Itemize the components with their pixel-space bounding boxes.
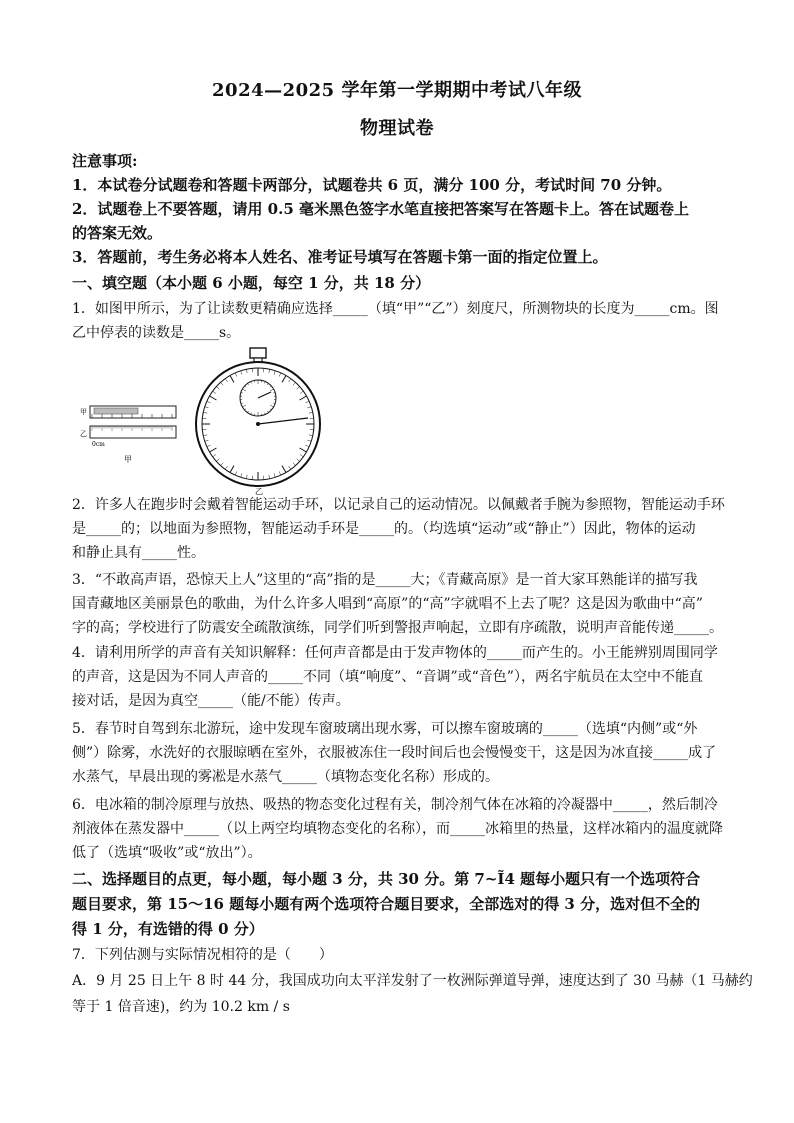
question-5-line: 侧”）除雾，水洗好的衣服晾晒在室外，衣服被冻住一段时间后也会慢慢变干，这是因为冰直接_____成了	[72, 745, 717, 761]
question-2-line: 是_____的；以地面为参照物，智能运动手环是_____的。（均选填“运动”或“静止”）因此，物体的运动	[72, 521, 696, 537]
ruler-caption: 甲	[124, 455, 132, 464]
stopwatch	[196, 348, 320, 496]
notice-item: 3．答题前，考生务必将本人姓名、准考证号填写在答题卡第一面的指定位置上。	[72, 248, 608, 266]
question-7-option-a: 等于 1 倍音速)，约为 10.2 km / s	[72, 999, 290, 1015]
question-6-line: 6．电冰箱的制冷原理与放热、吸热的物态变化过程有关，制冷剂气体在冰箱的冷凝器中_____，然后制冷	[72, 797, 718, 813]
question-5-line: 5．春节时自驾到东北游玩，途中发现车窗玻璃出现水雾，可以擦车窗玻璃的_____（选填“内侧”或“外	[72, 721, 698, 737]
question-4-line: 接对话，是因为真空_____（能/不能）传声。	[72, 693, 350, 709]
question-7: 7．下列估测与实际情况相符的是（ ）	[72, 947, 333, 963]
question-3-line: 国青藏地区美丽景色的歌曲，为什么许多人唱到“高原”的“高”字就唱不上去了呢？这是因为歌曲中“高”	[72, 596, 703, 612]
ruler-b	[90, 426, 176, 438]
question-1-figure	[72, 348, 332, 496]
question-5-line: 水蒸气，早晨出现的雾凇是水蒸气_____（填物态变化名称）形成的。	[72, 769, 499, 785]
exam-subtitle: 物理试卷	[360, 118, 434, 139]
section2-heading: 二、选择题目的点更，每小题，每小题 3 分，共 30 分。第 7~Ĩ4 题每小题只有一个选项符合	[72, 870, 701, 888]
ruler-unit: 0cm	[92, 441, 105, 448]
notice-item: 的答案无效。	[72, 224, 163, 242]
notice-item: 2．试题卷上不要答题，请用 0.5 毫米黑色签字水笔直接把答案写在答题卡上。答在试题卷上	[72, 200, 689, 218]
exam-title: 2024—2025 学年第一学期期中考试八年级	[212, 80, 582, 101]
ruler-group	[80, 406, 176, 464]
question-6-line: 低了（选填“吸收”或“放出”）。	[72, 845, 262, 861]
hand-pivot	[256, 422, 260, 426]
question-4-line: 4．请利用所学的声音有关知识解释：任何声音都是由于发声物体的_____而产生的。小王能辨别周围同学	[72, 645, 718, 661]
question-1-line: 乙中停表的读数是_____s。	[72, 325, 241, 341]
question-7-option-a: A．9 月 25 日上午 8 时 44 分，我国成功向太平洋发射了一枚洲际弹道导弹，速度达到了 30 马赫（1 马赫约	[72, 973, 753, 989]
question-4-line: 的声音，这是因为不同人声音的_____不同（填“响度”、“音调”或“音色”），两名宇航员在太空中不能直	[72, 669, 703, 685]
section2-heading: 题目要求，第 15～16 题每小题有两个选项符合题目要求，全部选对的得 3 分，选对但不全的	[72, 895, 701, 913]
measured-block	[94, 408, 138, 414]
section1-heading: 一、填空题（本小题 6 小题，每空 1 分，共 18 分）	[72, 274, 431, 292]
stopwatch-crown	[250, 348, 266, 358]
question-2-line: 和静止具有_____性。	[72, 545, 205, 561]
ruler-a-label: 甲	[80, 408, 87, 416]
notice-item: 1．本试卷分试题卷和答题卡两部分，试题卷共 6 页，满分 100 分，考试时间 70 分钟。	[72, 176, 672, 194]
question-3-line: 字的高；学校进行了防震安全疏散演练，同学们听到警报声响起，立即有序疏散，说明声音能传递_____。	[72, 620, 723, 636]
question-1-line: 1．如图甲所示，为了让读数更精确应选择_____（填“甲”“乙”）刻度尺，所测物块的长度为_____cm。图	[72, 301, 719, 317]
stopwatch-caption: 乙	[255, 487, 263, 496]
section2-heading: 得 1 分，有选错的得 0 分）	[72, 920, 264, 938]
notice-heading: 注意事项:	[72, 152, 138, 170]
question-3-line: 3．“不敢高声语，恐惊天上人”这里的“高”指的是_____大；《青藏高原》是一首大家耳熟能详的描写我	[72, 572, 698, 588]
question-6-line: 剂液体在蒸发器中_____（以上两空均填物态变化的名称），而_____冰箱里的热量，这样冰箱内的温度就降	[72, 821, 723, 837]
question-2-line: 2．许多人在跑步时会戴着智能运动手环，以记录自己的运动情况。以佩戴者手腕为参照物，智能运动手环	[72, 497, 725, 513]
ruler-b-label: 乙	[80, 430, 87, 438]
